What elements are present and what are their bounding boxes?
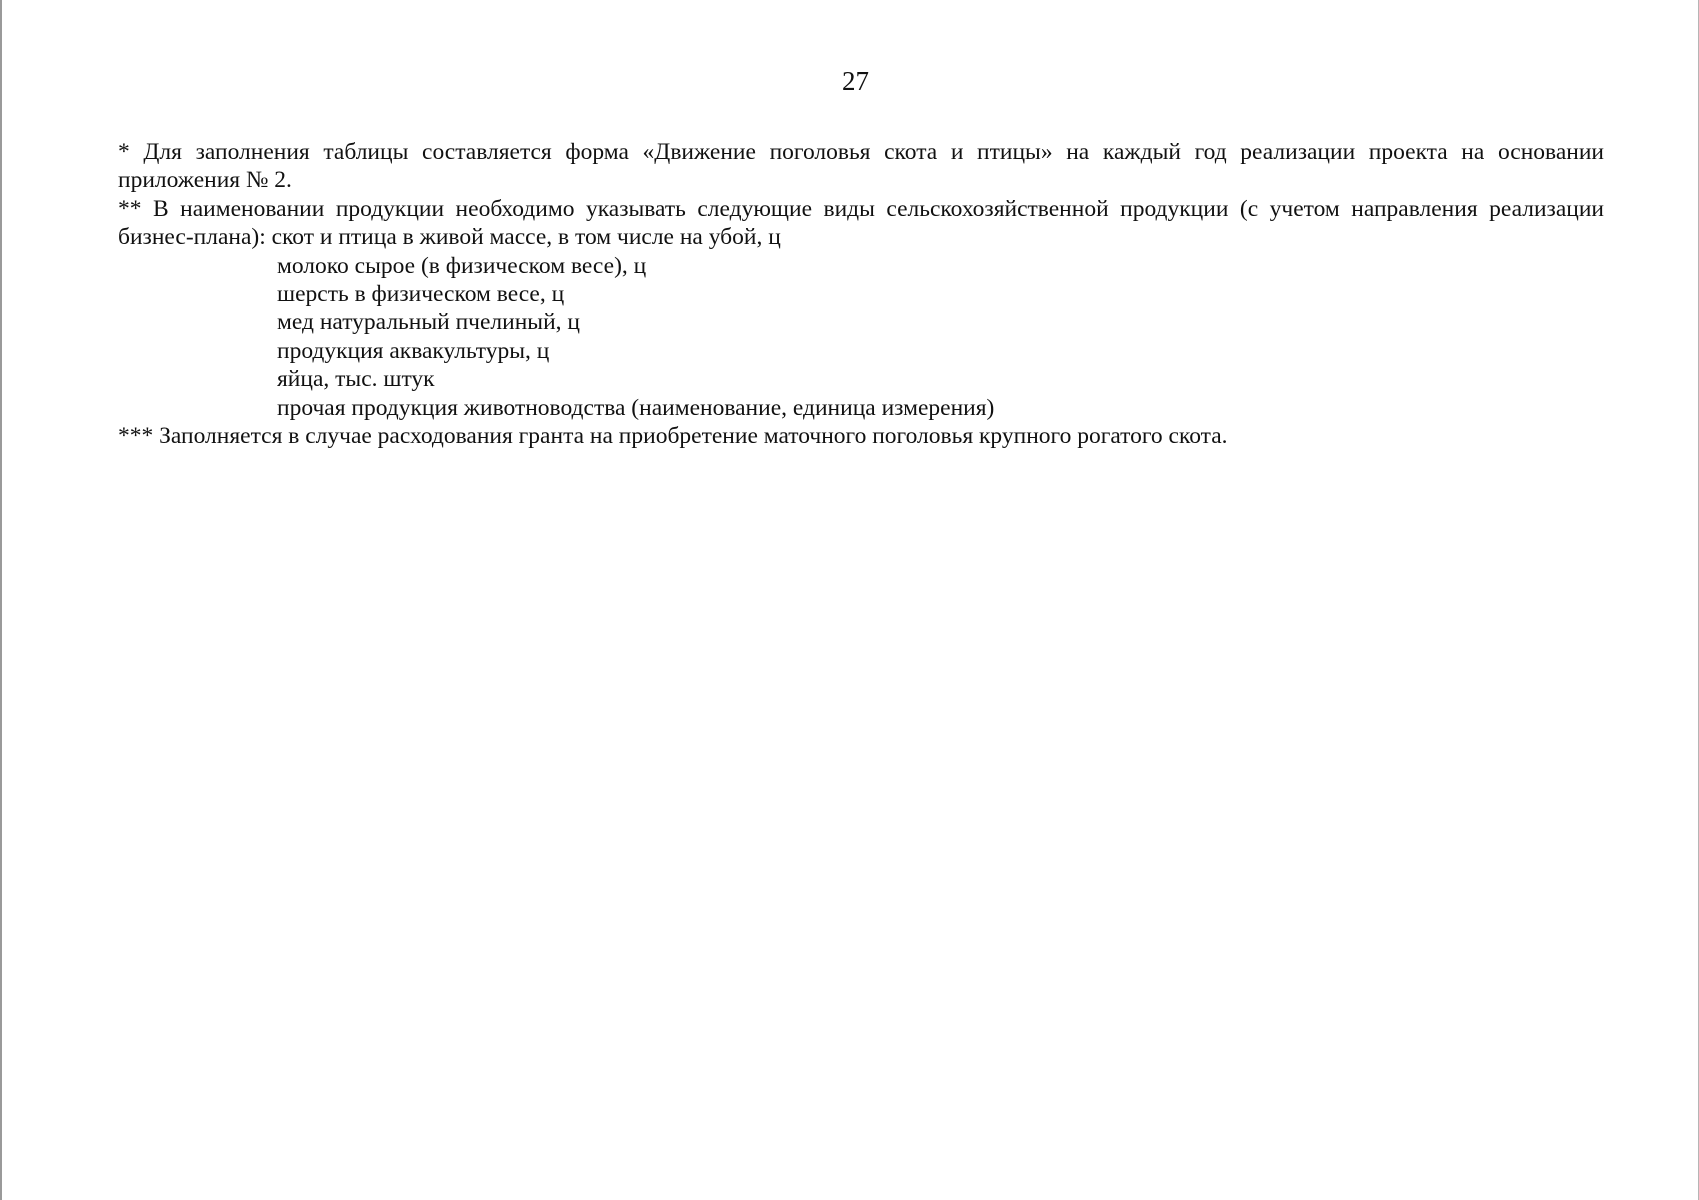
footnote-2-line-2: бизнес-плана): скот и птица в живой массе, в том числе на убой, ц: [118, 224, 781, 251]
product-item-aquaculture: продукция аквакультуры, ц: [277, 337, 550, 364]
product-item-milk: молоко сырое (в физическом весе), ц: [277, 252, 647, 279]
footnote-2-line-1: ** В наименовании продукции необходимо указывать следующие виды сельскохозяйственной продукции (с учетом направления реализации: [118, 195, 1604, 222]
footnote-3: [118, 422, 1604, 450]
page-number: 27: [842, 66, 869, 96]
footnote-2: [118, 195, 1604, 422]
footnote-1-line-2: приложения № 2.: [118, 167, 292, 194]
footnote-1-line-1: * Для заполнения таблицы составляется форма «Движение поголовья скота и птицы» на каждый год реализации проекта на основании: [118, 139, 1604, 165]
footnote-1: [118, 138, 1604, 195]
scan-edge-left: [0, 0, 2, 1200]
footnotes: [118, 138, 1604, 450]
product-item-wool: шерсть в физическом весе, ц: [277, 281, 565, 308]
product-item-eggs: яйца, тыс. штук: [277, 366, 435, 393]
product-item-honey: мед натуральный пчелиный, ц: [277, 309, 580, 336]
product-item-other: прочая продукция животноводства (наименование, единица измерения): [277, 394, 995, 421]
footnote-3-text: *** Заполняется в случае расходования гранта на приобретение маточного поголовья крупного рогатого скота.: [118, 423, 1228, 450]
product-list: [118, 252, 1604, 422]
